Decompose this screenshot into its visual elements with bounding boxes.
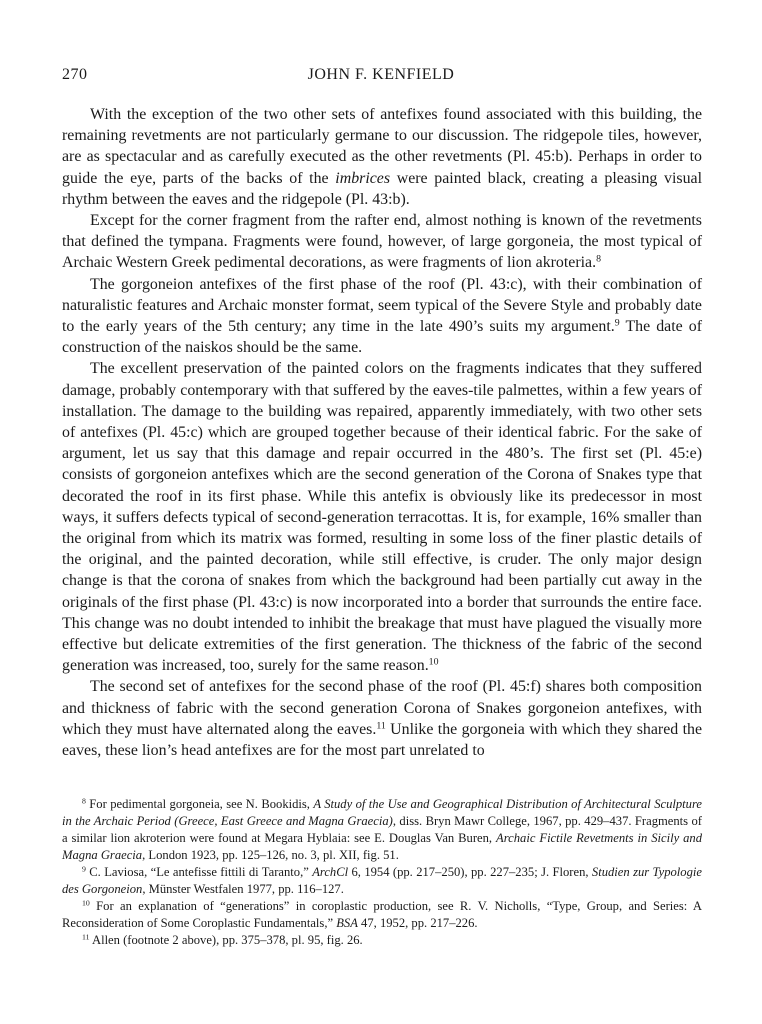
paragraph: Except for the corner fragment from the rafter end, almost nothing is known of the revetments that defined the tympana. Fragments were found, however, of large gorgoneia, the most typical of Archaic Western Greek pedimental decorations, as were fragments of lion akroteria.$^8$ [62,212,702,272]
footnote: $^9$ C. Laviosa, “Le antefisse fittili di Taranto,” ArchCl 6, 1954 (pp. 217–250), pp. 227–235; J. Floren, Studien zur Typologie des Gorgoneion, Münster Westfalen 1977, pp. 116–127. [62,864,702,896]
footnote-ref[interactable]: 8 [596,254,601,265]
footnote-ref[interactable]: 9 [614,317,620,329]
footnote-number: 9 [82,864,86,874]
running-head: JOHN F. KENFIELD [307,66,455,83]
footnote-number: 8 [82,796,86,806]
footnote: $^{10}$ For an explanation of “generations” in coroplastic production, see R. V. Nicholls, “Type, Group, and Series: A Reconsideration of Some Coroplastic Fundamentals,” BSA 47, 1952, pp. 217–226. [62,898,702,930]
citation-title: ArchCl [312,865,349,879]
page-number: 270 [62,66,88,83]
citation-title: BSA [336,916,358,930]
footnotes [62,796,702,949]
footnote-number: 11 [82,932,90,942]
footnote-ref[interactable]: 10 [428,656,439,668]
emphasis: imbrices [335,169,391,187]
paragraph: The second set of antefixes for the second phase of the roof (Pl. 45:f) shares both composition and thickness of fabric with the second generation Corona of Snakes gorgoneion antefixes, with which they must have alternated along the eaves.$^{11}$ Unlike the gorgoneia with which they shared the eaves, these lion’s head antefixes are for the most part unrelated to [62,678,702,760]
paragraph: The gorgoneion antefixes of the first phase of the roof (Pl. 43:c), with their combination of naturalistic features and Archaic monster format, seem typical of the Severe Style and probably date to the early years of the 5th century; any time in the late 490’s suits my argument.$^9$ The date of construction of the naiskos should be the same. [62,275,702,357]
body-text [62,104,702,761]
footnote-number: 10 [82,898,90,908]
paragraph: With the exception of the two other sets of antefixes found associated with this building, the remaining revetments are not particularly germane to our discussion. The ridgepole tiles, however, are as spectacular and as carefully executed as the other revetments (Pl. 45:b). Perhaps in order to guide the eye, parts of the backs of the imbrices were painted black, creating a pleasing visual rhythm between the eaves and the ridgepole (Pl. 43:b). [62,106,702,208]
footnote: $^8$ For pedimental gorgoneia, see N. Bookidis, A Study of the Use and Geographical Distribution of Architectural Sculpture in the Archaic Period (Greece, East Greece and Magna Graecia), diss. Bryn Mawr College, 1967, pp. 429–437. Fragments of a similar lion akroterion were found at Megara Hyblaia: see E. Douglas Van Buren, Archaic Fictile Revetments in Sicily and Magna Graecia, London 1923, pp. 125–126, no. 3, pl. XII, fig. 51. [62,796,703,862]
citation-title: Studien zur Typologie des Gorgoneion [62,865,702,896]
page-header [62,66,700,86]
footnote: $^{11}$ Allen (footnote 2 above), pp. 375–378, pl. 95, fig. 26. [82,932,363,947]
citation-title: Archaic Fictile Revetments in Sicily and Magna Graecia [62,831,703,862]
citation-title: A Study of the Use and Geographical Distribution of Architectural Sculpture in the Archaic Period (Greece, East Greece and Magna Graecia) [62,797,702,828]
paragraph: The excellent preservation of the painted colors on the fragments indicates that they suffered damage, probably contemporary with that suffered by the eaves-tile palmettes, within a few years of installation. The damage to the building was repaired, apparently immediately, with two other sets of antefixes (Pl. 45:c) which are grouped together because of their identical fabric. For the sake of argument, let us say that this damage and repair occurred in the 480’s. The first set (Pl. 45:e) consists of gorgoneion antefixes which are the second generation of the Corona of Snakes type that decorated the roof in its first phase. While this antefix is obviously like its predecessor in most ways, it suffers defects typical of second-generation terracottas. It is, for example, 16% smaller than the original from which its matrix was formed, resulting in some loss of the finer plastic details of the original, and the painted decoration, while still effective, is cruder. The only major design change is that the corona of snakes from which the background had been partially cut away in the originals of the first phase (Pl. 43:c) is now incorporated into a border that surrounds the entire face. This change was no doubt intended to inhibit the breakage that must have plagued the visually more effective but delicate extremities of the first generation. The thickness of the fabric of the second generation was increased, too, surely for the same reason.$^{10}$ [62,360,702,675]
footnote-ref[interactable]: 11 [376,720,386,732]
